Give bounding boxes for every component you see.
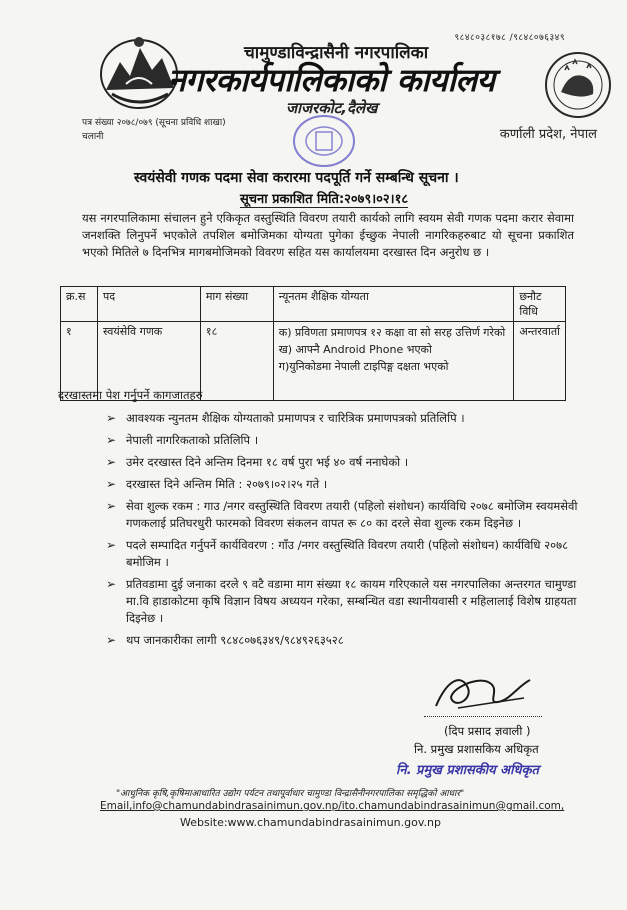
municipal-stamp-icon (288, 112, 360, 170)
notice-title: स्वयंसेवी गणक पदमा सेवा करारमा पदपूर्ति गर्ने सम्बन्धि सूचना । (134, 170, 459, 186)
list-item: ➢ नेपाली नागरिकताको प्रतिलिपि । (106, 433, 259, 447)
municipality-name: चामुण्डाविन्द्रासैनी नगरपालिका (244, 43, 429, 63)
col-method: छनौट विधि (514, 287, 566, 322)
list-item: ➢ उमेर दरखास्त दिने अन्तिम दिनमा १८ वर्ष पुरा भई ४० वर्ष ननाघेको । (106, 455, 409, 469)
footer-email: Email,info@chamundabindrasainimun.gov.np/ito.chamundabindrasainimun@gmail.com, (100, 800, 565, 812)
arrow-bullet-icon: ➢ (106, 538, 117, 552)
arrow-bullet-icon: ➢ (106, 633, 117, 647)
arrow-bullet-icon: ➢ (106, 411, 117, 425)
vacancy-table (60, 286, 566, 401)
handwritten-signature-icon (428, 668, 538, 714)
qualification-a: क) प्रविणता प्रमाणपत्र १२ कक्षा वा सो सरह उत्तिर्ण गरेको (278, 326, 506, 339)
signer-name: (दिप प्रसाद ज्ञवाली ) (444, 724, 531, 738)
arrow-bullet-icon: ➢ (106, 577, 117, 591)
footer-slogan: "आधुनिक कृषि,कृषिमाआधारित उद्योग पर्यटन तथापूर्वाधार चामुण्डा विन्द्रासैनीनगरपालिका समृद्धिको आधार" (116, 789, 465, 799)
list-item: ➢ थप जानकारीका लागी ९८४८०७६३४९/९८४९२६३५२८ (106, 633, 344, 647)
col-qualification: न्यूनतम शैक्षिक योग्यता (273, 287, 514, 322)
documents-list (106, 410, 594, 654)
col-sn: क्र.स (61, 287, 98, 322)
arrow-bullet-icon: ➢ (106, 477, 117, 491)
signer-title: नि. प्रमुख प्रशासकिय अधिकृत (414, 742, 539, 756)
office-address: जाजरकोट,दैलेख (286, 99, 378, 117)
province: कर्णाली प्रदेश, नेपाल (499, 127, 597, 142)
qualification-c: ग)युनिकोडमा नेपाली टाइपिङ्ग दक्षता भएको (278, 360, 449, 373)
qualification-b: ख) आफ्नै Android Phone भएको (278, 343, 432, 356)
designation-stamp: नि. प्रमुख प्रशासकीय अधिकृत (396, 763, 539, 778)
notice-intro: यस नगरपालिकामा संचालन हुने एकिकृत वस्तुस्थिति विवरण तयारी कार्यको लागि स्वयम सेवी गणक पदमा करार सेवामा जनशक्ति लिनुपर्ने भएकोले तपशिल बमोजिमका योग्यता पुगेका ईच्छुक नेपाली नागरिकहरुबाट यो सूचना प्रकाशित भएको मितिले ७ दिनभित्र मागबमोजिमको विवरण सहित यस कार्यालयमा दरखास्त दिन अनुरोध छ । (82, 211, 574, 259)
cell-post: स्वयंसेवि गणक (97, 322, 200, 401)
cell-method: अन्तरवार्ता (514, 322, 566, 401)
footer-website: Website:www.chamundabindrasainimun.gov.np (180, 816, 441, 829)
list-item: ➢ पदले सम्पादित गर्नुपर्ने कार्यविवरण : गाँउ /नगर वस्तुस्थिति विवरण तयारी (पहिलो संशोधन) कार्यविधि २०७८ बमोजिम । (106, 538, 569, 569)
arrow-bullet-icon: ➢ (106, 499, 117, 513)
cell-sn: १ (61, 322, 98, 401)
documents-heading: दरखास्तमा पेश गर्नुपर्ने कागजातहरु (58, 388, 203, 402)
list-item: ➢ सेवा शुल्क रकम : गाउ /नगर वस्तुस्थिति विवरण तयारी (पहिलो संशोधन) कार्यविधि २०७८ बमोजिम स्वयमसेवी गणकलाई प्रतिघरधुरी फारमको विवरण संकलन वापत रू ८० का दरले सेवा शुल्क रकम दिइनेछ । (106, 499, 578, 530)
col-post: पद (97, 287, 200, 322)
arrow-bullet-icon: ➢ (106, 455, 117, 469)
office-title: नगरकार्यपालिकाको कार्यालय (168, 61, 495, 99)
cell-count: १८ (200, 322, 273, 401)
signature-line (424, 716, 542, 717)
municipality-logo-icon (543, 50, 613, 120)
list-item: ➢ प्रतिवडामा दुई जनाका दरले ९ वटै वडामा माग संख्या १८ कायम गरिएकाले यस नगरपालिका अन्तरगत चामुण्डा मा.वि हाडाकोटमा कृषि विज्ञान विषय अध्ययन गरेका, सम्बन्धित वडा स्थानीयवासी र महिलालाई विशेष ग्राहयता दिइनेछ । (106, 577, 577, 625)
list-item: ➢ दरखास्त दिने अन्तिम मिति : २०७९।०२।२५ गते । (106, 477, 328, 491)
cell-qualification (273, 322, 514, 401)
letter-number: पत्र संख्या २०७८/०७९ (सूचना प्रविधि शाखा) चलानी (82, 118, 226, 142)
header-phones: ९८४८०३८१७८ /९८४८०७६३४९ (454, 33, 565, 43)
table-header-row (61, 287, 566, 322)
col-count: माग संख्या (200, 287, 273, 322)
list-item: ➢ आवश्यक न्युनतम शैक्षिक योग्यताको प्रमाणपत्र र चारित्रिक प्रमाणपत्रको प्रतिलिपि । (106, 411, 465, 425)
published-date: सूचना प्रकाशित मिति:२०७९।०२।१८ (240, 189, 408, 208)
arrow-bullet-icon: ➢ (106, 433, 117, 447)
